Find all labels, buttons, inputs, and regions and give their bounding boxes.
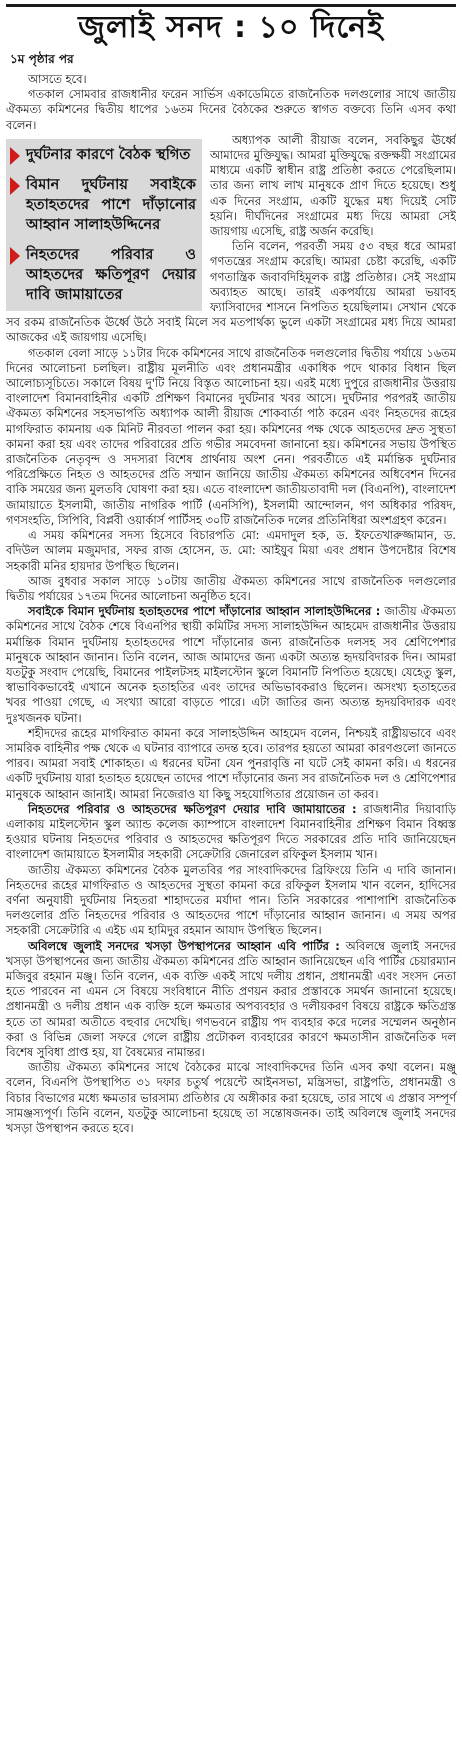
article-paragraph: শহীদদের রূহের মাগফিরাত কামনা করে সালাহউদ্দিন আহমেদ বলেন, নিশ্চয়ই রাষ্ট্রীয়ভাবে এবং সামরিক বাহিনীর পক্ষ থেকে এ ঘটনার ব্যাপারে তদন্ত হবে। তারপর হয়তো আমরা কারণগুলো জানতে পারব। আমরা সবাই শোকাহত। এ ধরনের ঘটনা যেন পুনরাবৃত্তি না ঘটে সেই কামনা করি। এ ধরনের একটি দুর্ঘটনায় যারা হতাহত হয়েছেন তাদের পাশে দাঁড়ানোর জন্য সব রাজনৈতিক দল ও শ্রেণিপেশার মানুষকে আহ্বান জানাই। আমরা নিজেরাও যা কিছু সহযোগিতার প্রয়োজন তা করব। [6, 725, 456, 801]
red-triangle-icon [10, 177, 20, 195]
sidebar-section [6, 133, 456, 346]
paragraph-text: জাতীয় ঐকমত্য কমিশনের সাথে বৈঠক শেষে বিএনপির স্থায়ী কমিটির সদস্য সালাহউদ্দিন আহমেদ রাজধানীর উত্তরায় মর্মান্তিক বিমান দুর্ঘটনায় হতাহতদের পাশে দাঁড়ানোর জন্য রাজনৈতিক দলসহ সব শ্রেণিপেশার মানুষকে আহ্বান জানান। তিনি বলেন, আজ আমাদের জন্য একটা অত্যন্ত হৃদয়বিদারক দিন। আমরা যতটুকু সংবাদ পেয়েছি, বিমানের পাইলটসহ মাইলস্টোন স্কুলে বিমানটি নিপতিত হয়েছে। যেহেতু স্কুল, স্বাভাবিকভাবেই এখানে অনেক হতাহতির এবং তাদের অভিভাবকরাও ছিলেন। অসংখ্য হতাহতের খবর পাওয়া গেছে, এ সংখ্যা আরো বাড়তে পারে। এটা জাতির জন্য অত্যন্ত হৃদয়বিদারক এবং দুঃখজনক ঘটনা। [6, 604, 456, 725]
paragraph-text: অবিলম্বে জুলাই সনদের খসড়া উপস্থাপনের জন্য জাতীয় ঐকমত্য কমিশনের প্রতি আহ্বান জানিয়েছেন এবি পার্টির চেয়ারম্যান মজিবুর রহমান মঞ্জু। তিনি বলেন, এক ব্যক্তি একই সাথে দলীয় প্রধান, প্রধানমন্ত্রী এবং সংসদ নেতা হতে পারবেন না এমন সে বিষয়ে সংবিধানে নীতি প্রণয়ন করার প্রস্তাবকে সমর্থন জানানো হয়েছে। প্রধানমন্ত্রী ও দলীয় প্রধান এক ব্যক্তি হলে ক্ষমতার অপব্যবহার ও দলীয়করণ বিষয়ে রাষ্ট্রকে ক্ষতিগ্রস্ত হতে তা আমরা অতীতে বহুবার দেখেছি। গণভবনে রাষ্ট্রীয় পদ ব্যবহার করে দলের সম্মেলন অনুষ্ঠান করা ও বিভিন্ন জেলা সফরে গেলে রাষ্ট্রীয় প্রটোকল ব্যবহারের কারণে ক্ষমতাসীন রাজনৈতিক দল বিশেষ সুবিধা প্রাপ্ত হয়, যা বৈষম্যের নামান্তর। [6, 938, 457, 1059]
article-paragraph [6, 802, 456, 863]
article-paragraph: জাতীয় ঐকমত্য কমিশনের সাথে বৈঠকের মাঝে সাংবাদিকদের তিনি এসব কথা বলেন। মঞ্জু বলেন, বিএনপি উপস্থাপিত ৩১ দফার চতুর্থ পয়েন্টে আইনসভা, মন্ত্রিসভা, রাষ্ট্রপতি, প্রধানমন্ত্রী ও বিচার বিভাগের মধ্যে ক্ষমতার ভারসাম্য প্রতিষ্ঠার যে অঙ্গীকার করা হয়েছে, তার সাথে এ প্রস্তাব সম্পূর্ণ সামঞ্জস্যপূর্ণ। তিনি বলেন, যতটুকু আলোচনা হয়েছে তা সন্তোষজনক। তাই অবিলম্বে জুলাই সনদের খসড়া উপস্থাপন করতে হবে। [6, 1060, 456, 1136]
highlight-item [10, 145, 196, 165]
subheading: নিহতদের পরিবার ও আহতদের ক্ষতিপূরণ দেয়ার দাবি জামায়াতের : [28, 801, 357, 816]
continued-from-page-label: ১ম পৃষ্ঠার পর [10, 52, 74, 66]
article-paragraph: অধ্যাপক আলী রীয়াজ বলেন, সবকিছুর ঊর্ধ্বে আমাদের মুক্তিযুদ্ধ। আমরা মুক্তিযুদ্ধে রক্তক্ষয়ী সংগ্রামের মাধ্যমে একটি স্বাধীন রাষ্ট্র প্রতিষ্ঠা করতে পেরেছিলাম। তার জন্য লাখ লাখ মানুষকে প্রাণ দিতে হয়েছে। শুধু এক দিনের সংগ্রাম, একটি যুদ্ধের মধ্য দিয়েই সেটি হয়নি। দীর্ঘদিনের সংগ্রামের মধ্য দিয়ে আমরা সেই জায়গায় এসেছি, রাষ্ট্র অর্জন করেছি। [210, 132, 456, 239]
red-triangle-icon [10, 147, 20, 165]
highlight-text: দুর্ঘটনার কারণে বৈঠক স্থগিত [26, 145, 191, 163]
article-paragraph [6, 604, 456, 726]
paragraph-text: রাজধানীর দিয়াবাড়ি এলাকায় মাইলস্টোন স্কুল অ্যান্ড কলেজ ক্যাম্পাসে বাংলাদেশ বিমানবাহিনীর প্রশিক্ষণ বিমান বিধ্বস্ত হওয়ার ঘটনায় নিহতদের পরিবার ও আহতদের ক্ষতিপূরণ দিতে সরকারের প্রতি দাবি জানিয়েছেন বাংলাদেশ জামায়াতে ইসলামীর সহকারী সেক্রেটারি জেনারেল রফিকুল ইসলাম খান। [6, 801, 456, 862]
highlight-text: নিহতদের পরিবার ও আহতদের ক্ষতিপূরণ দেয়ার দাবি জামায়াতের [26, 245, 196, 303]
headline-top-rule [6, 4, 456, 7]
highlights-sidebar [6, 139, 202, 311]
article-paragraph: তিনি বলেন, পরবর্তী সময় ৫৩ বছর ধরে আমরা গণতন্ত্রের সংগ্রাম করেছি। আমরা চেষ্টা করেছি, একটি গণতান্ত্রিক জবাবদিহিমূলক রাষ্ট্র প্রতিষ্ঠার। সেই সংগ্রাম অব্যাহত আছে। তারই একপর্যায়ে আমরা ভয়াবহ ফ্যাসিবাদের শাসনে নিপতিত হয়েছিলাম। সেখান থেকে সব রকম রাজনৈতিক ঊর্ধ্বে উঠে সবাই মিলে সব মতপার্থক্য ভুলে একটা সংগ্রামের মধ্য দিয়ে আমরা আজকের এই জায়গায় এসেছি। [6, 239, 456, 345]
headline: জুলাই সনদ : ১০ দিনেই [78, 10, 384, 45]
article-paragraph: আসতে হবে। [28, 72, 87, 86]
highlight-text: বিমান দুর্ঘটনায় সবাইকে হতাহতদের পাশে দাঁড়ানোর আহ্বান সালাহউদ্দিনের [26, 175, 196, 233]
article-body [6, 72, 456, 1136]
red-triangle-icon [10, 247, 20, 265]
highlight-item [10, 175, 196, 235]
article-paragraph: এ সময় কমিশনের সদস্য হিসেবে বিচারপতি মো: এমদাদুল হক, ড. ইফতেখারুজ্জামান, ড. বদিউল আলম মজুমদার, সফর রাজ হোসেন, ড. মো: আইয়ুব মিয়া এবং প্রধান উপদেষ্টার বিশেষ সহকারী মনির হায়দার উপস্থিত ছিলেন। [6, 528, 456, 573]
highlight-item [10, 245, 196, 305]
article-paragraph: গতকাল সোমবার রাজধানীর ফরেন সার্ভিস একাডেমিতে রাজনৈতিক দলগুলোর সাথে জাতীয় ঐকমত্য কমিশনের দ্বিতীয় ধাপের ১৬তম দিনের বৈঠকের শুরুতে স্বাগত বক্তব্যে তিনি এসব কথা বলেন। [6, 87, 456, 132]
article-paragraph: আজ বুধবার সকাল সাড়ে ১০টায় জাতীয় ঐকমত্য কমিশনের সাথে রাজনৈতিক দলগুলোর দ্বিতীয় পর্যায়ের ১৭তম দিনের আলোচনা অনুষ্ঠিত হবে। [6, 573, 456, 603]
article-paragraph: গতকাল বেলা সাড়ে ১১টার দিকে কমিশনের সাথে রাজনৈতিক দলগুলোর দ্বিতীয় পর্যায়ে ১৬তম দিনের আলোচনা চলছিল। রাষ্ট্রীয় মূলনীতি এবং প্রধানমন্ত্রীর একাধিক পদে থাকার বিধান ছিল আলোচ্যসূচিতে। সকালে বিষয় দু'টি নিয়ে বিস্তৃত আলোচনা হয়। এরই মধ্যে দুপুরে রাজধানীর উত্তরায় বাংলাদেশ বিমানবাহিনীর একটি প্রশিক্ষণ বিমানের দুর্ঘটনার খবর আসে। দুর্ঘটনার পরপরই জাতীয় ঐকমত্য কমিশনের সহসভাপতি অধ্যাপক আলী রীয়াজ শোকবার্তা পাঠ করেন এবং নিহতদের রূহের মাগফিরাত কামনায় এক মিনিট নীরবতা পালন করা হয়। কমিশনের পক্ষ থেকে আহতদের দ্রুত সুস্থতা কামনা করা হয় এবং তাদের পরিবারের প্রতি গভীর সমবেদনা জানানো হয়। কমিশনের সভায় উপস্থিত রাজনৈতিক নেতৃবৃন্দ ও সদস্যরা বিশেষ প্রার্থনায় অংশ নেন। পরবর্তীতে এই মর্মান্তিক দুর্ঘটনার পরিপ্রেক্ষিতে নিহত ও আহতদের প্রতি সম্মান জানিয়ে জাতীয় ঐকমত্য কমিশনের অধিবেশন দিনের বাকি সময়ের জন্য মুলতবি ঘোষণা করা হয়। এতে বাংলাদেশ জাতীয়তাবাদী দল (বিএনপি), বাংলাদেশ জামায়াতে ইসলামী, জাতীয় নাগরিক পার্টি (এনসিপি), ইসলামী আন্দোলন, গণ অধিকার পরিষদ, গণসংহতি, সিপিবি, বিপ্লবী ওয়ার্কার্স পার্টিসহ ৩০টি রাজনৈতিক দলের প্রতিনিধিরা অংশগ্রহণ করেন। [6, 345, 456, 527]
article-paragraph [6, 939, 456, 1061]
subheading: অবিলম্বে জুলাই সনদের খসড়া উপস্থাপনের আহ্বান এবি পার্টির : [28, 938, 340, 953]
article-paragraph: জাতীয় ঐকমত্য কমিশনের বৈঠক মুলতবির পর সাংবাদিকদের ব্রিফিংয়ে তিনি এ দাবি জানান। নিহতদের রূহের মাগফিরাত ও আহতদের সুস্থতা কামনা করে রফিকুল ইসলাম খান বলেন, হাদিসের বর্ণনা অনুযায়ী দুর্ঘটনায় নিহতরা শাহাদতের মর্যাদা পান। তিনি সরকারের পাশাপাশি রাজনৈতিক দলগুলোর প্রতি নিহতদের পরিবার ও আহতদের পাশে দাঁড়ানোর আহ্বান জানান। এ সময় অপর সহকারী সেক্রেটারি এ এইচ এম হামিদুর রহমান আযাদ উপস্থিত ছিলেন। [6, 862, 456, 938]
newspaper-page [0, 4, 462, 1759]
subheading: সবাইকে বিমান দুর্ঘটনায় হতাহতদের পাশে দাঁড়ানোর আহ্বান সালাহউদ্দিনের : [28, 604, 381, 619]
